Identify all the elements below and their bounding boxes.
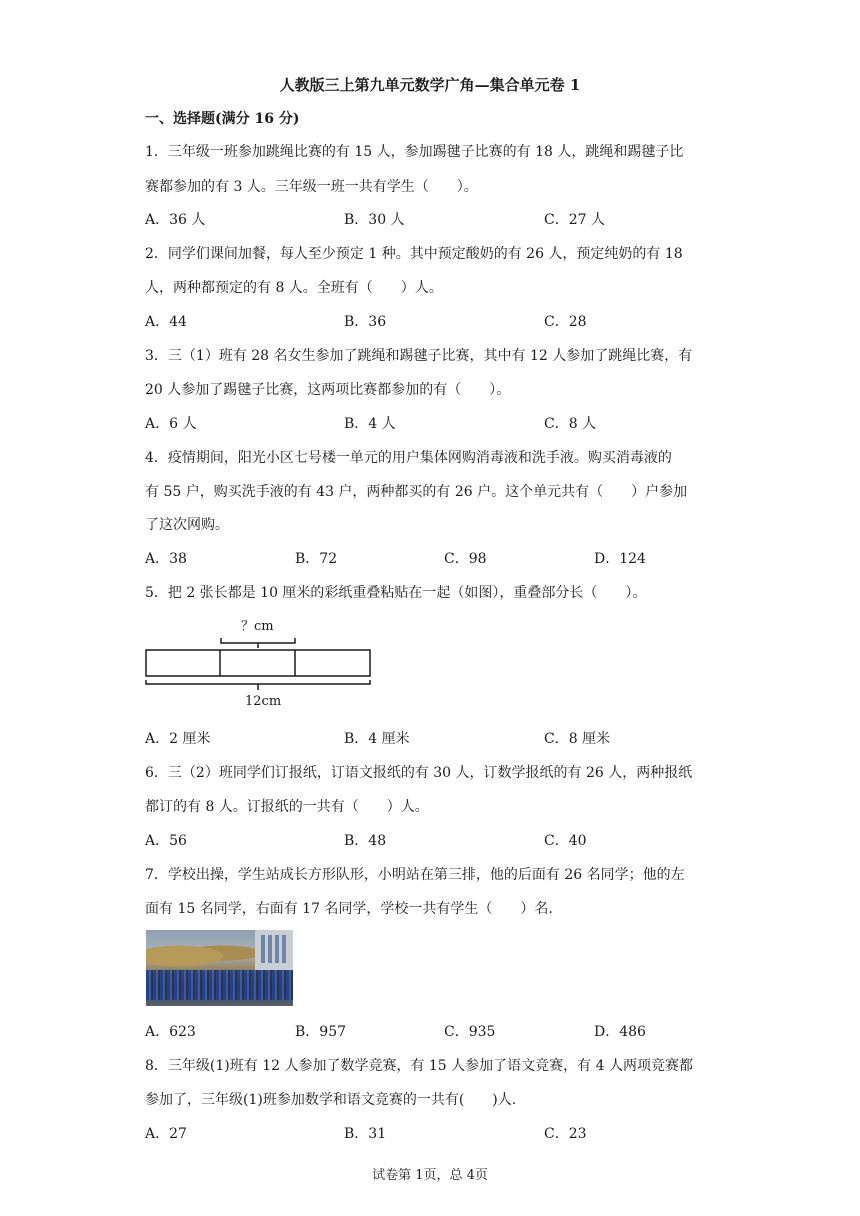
question-3-option-b: B．4 人 (344, 416, 396, 432)
question-5-line-1: 5．把 2 张长都是 10 厘米的彩纸重叠粘贴在一起（如图），重叠部分长（ ）。 (145, 585, 647, 601)
question-4-option-a: A．38 (145, 551, 187, 567)
question-8-option-b: B．31 (344, 1126, 387, 1142)
section-title: 一、选择题(满分 16 分) (145, 111, 300, 127)
photo-trees (146, 938, 256, 968)
strip-outline (146, 650, 370, 676)
question-8-line-2: 参加了，三年级(1)班参加数学和语文竞赛的一共有( )人. (145, 1092, 517, 1108)
question-7-line-1: 7．学校出操，学生站成长方形队形，小明站在第三排，他的后面有 26 名同学；他的左 (145, 867, 685, 883)
question-2-line-1: 2．同学们课间加餐，每人至少预定 1 种。其中预定酸奶的有 26 人，预定纯奶的有 18 (145, 246, 683, 262)
question-4-line-3: 了这次网购。 (145, 517, 229, 533)
question-6-option-b: B．48 (344, 833, 387, 849)
question-1-option-c: C．27 人 (544, 212, 605, 228)
photo-building (255, 930, 293, 970)
question-2-option-a: A．44 (145, 314, 187, 330)
question-5-option-b: B．4 厘米 (344, 731, 410, 747)
question-3-line-2: 20 人参加了踢毽子比赛，这两项比赛都参加的有（ ）。 (145, 382, 511, 398)
question-2-line-2: 人，两种都预定的有 8 人。全班有（ ）人。 (145, 280, 443, 296)
question-1-line-2: 赛都参加的有 3 人。三年级一班一共有学生（ ）。 (145, 179, 478, 195)
question-4-line-2: 有 55 户，购买洗手液的有 43 户，两种都买的有 26 户。这个单元共有（ ）户参加 (145, 484, 688, 500)
question-5-option-c: C．8 厘米 (544, 731, 611, 747)
top-brace (221, 638, 295, 648)
question-6-option-a: A．56 (145, 833, 187, 849)
photo-students (146, 970, 293, 1000)
bottom-brace (146, 680, 370, 690)
question-7-option-a: A．623 (145, 1024, 196, 1040)
question-3-option-a: A．6 人 (145, 416, 197, 432)
question-7-option-c: C．935 (444, 1024, 496, 1040)
question-4-option-c: C．98 (444, 551, 487, 567)
total-length-label: 12cm (245, 694, 282, 709)
question-6-option-c: C．40 (544, 833, 587, 849)
question-2-option-b: B．36 (344, 314, 387, 330)
question-6-line-1: 6．三（2）班同学们订报纸，订语文报纸的有 30 人，订数学报纸的有 26 人，两种报纸 (145, 765, 693, 781)
school-exercise-photo (146, 930, 293, 1006)
question-1-option-a: A．36 人 (145, 212, 206, 228)
question-1-line-1: 1．三年级一班参加跳绳比赛的有 15 人，参加踢毽子比赛的有 18 人，跳绳和踢毽子比 (145, 144, 684, 160)
question-1-option-b: B．30 人 (344, 212, 405, 228)
question-2-option-c: C．28 (544, 314, 587, 330)
question-8-option-a: A．27 (145, 1126, 187, 1142)
question-7-option-d: D．486 (594, 1024, 646, 1040)
overlap-strip-diagram (145, 612, 385, 712)
page-title: 人教版三上第九单元数学广角—集合单元卷 1 (279, 76, 581, 94)
question-7-line-2: 面有 15 名同学，右面有 17 名同学，学校一共有学生（ ）名. (145, 901, 553, 917)
page-footer: 试卷第 1页，总 4页 (372, 1168, 488, 1183)
question-4-option-b: B．72 (295, 551, 338, 567)
question-4-line-1: 4．疫情期间，阳光小区七号楼一单元的用户集体网购消毒液和洗手液。购买消毒液的 (145, 450, 672, 466)
question-3-line-1: 3．三（1）班有 28 名女生参加了跳绳和踢毽子比赛，其中有 12 人参加了跳绳比赛，有 (145, 348, 693, 364)
question-5-option-a: A．2 厘米 (145, 731, 211, 747)
question-3-option-c: C．8 人 (544, 416, 597, 432)
question-6-line-2: 都订的有 8 人。订报纸的一共有（ ）人。 (145, 799, 429, 815)
question-8-option-c: C．23 (544, 1126, 587, 1142)
question-4-option-d: D．124 (594, 551, 646, 567)
question-8-line-1: 8．三年级(1)班有 12 人参加了数学竞赛，有 15 人参加了语文竞赛，有 4 人两项竞赛都 (145, 1058, 693, 1074)
overlap-length-label: ？cm (241, 619, 274, 634)
question-7-option-b: B．957 (295, 1024, 347, 1040)
